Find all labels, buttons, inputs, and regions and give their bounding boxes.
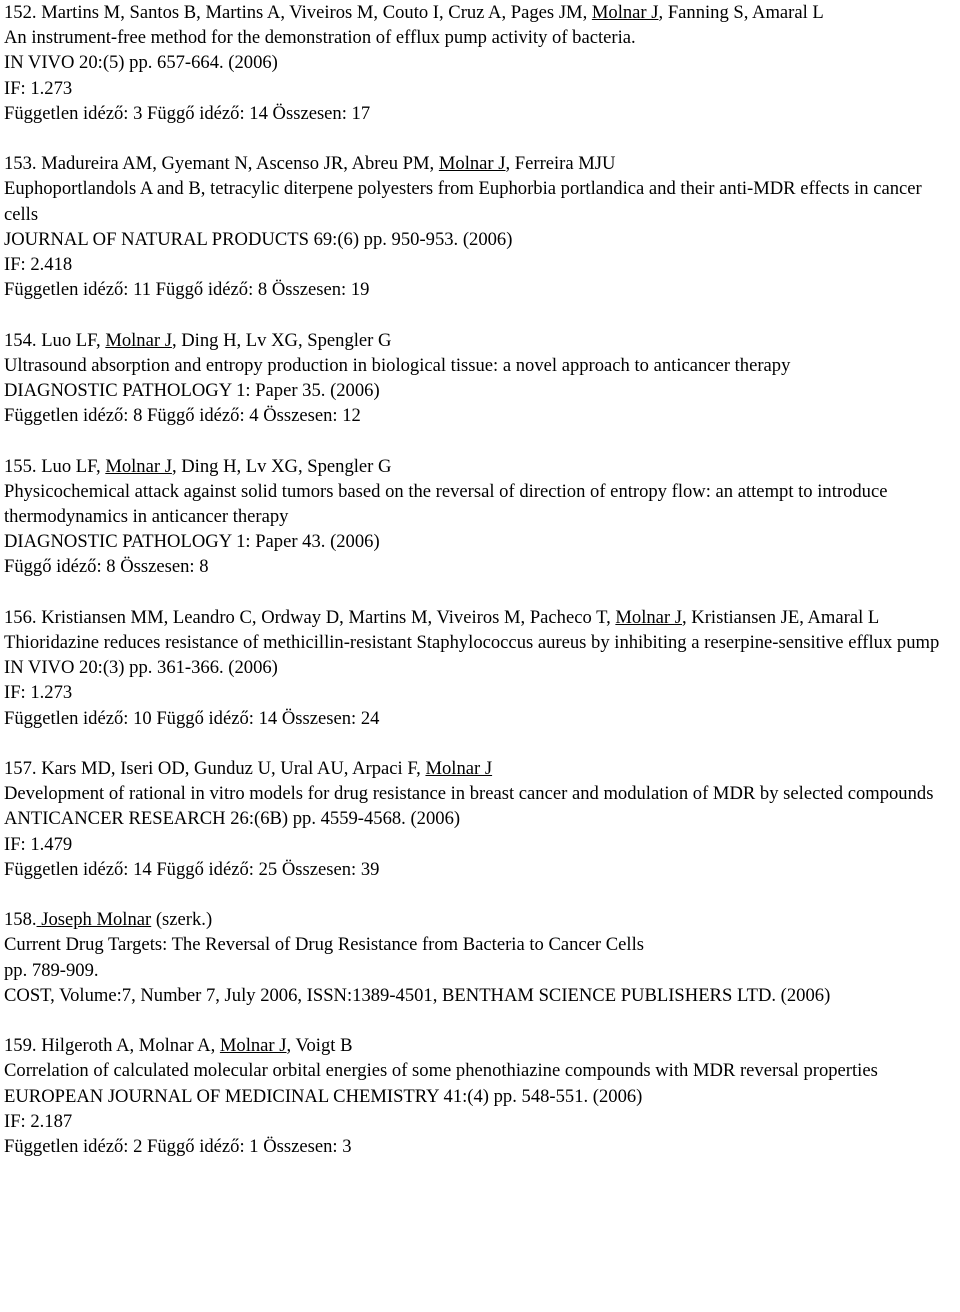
entry-authors: Martins M, Santos B, Martins A, Viveiros M, Couto I, Cruz A, Pages JM, xyxy=(36,2,592,23)
entry-number: 154. xyxy=(4,329,37,351)
entry-title: Physicochemical attack against solid tumors based on the reversal of direction of entropy flow: an attempt to introduce thermodynamics in anticancer therapy xyxy=(4,480,888,528)
entry-authors-line xyxy=(4,605,960,630)
entry-title: Development of rational in vitro models for drug resistance in breast cancer and modulation of MDR by selected compounds xyxy=(4,783,934,805)
entry-source: IN VIVO 20:(3) pp. 361-366. (2006) xyxy=(4,657,278,679)
entry-source: DIAGNOSTIC PATHOLOGY 1: Paper 35. (2006) xyxy=(4,380,380,402)
entry-source: JOURNAL OF NATURAL PRODUCTS 69:(6) pp. 950-953. (2006) xyxy=(4,228,513,250)
entry-citations: Független idéző: 3 Függő idéző: 14 Összesen: 17 xyxy=(4,102,371,124)
entry-authors: Hilgeroth A, Molnar A, xyxy=(36,1035,220,1057)
highlighted-author: Molnar J xyxy=(219,1035,287,1057)
publication-entry xyxy=(4,1033,960,1159)
entry-source: COST, Volume:7, Number 7, July 2006, ISSN:1389-4501, BENTHAM SCIENCE PUBLISHERS LTD. (2006) xyxy=(4,984,831,1006)
entry-authors: Madureira AM, Gyemant N, Ascenso JR, Abreu PM, xyxy=(36,153,439,175)
entry-authors-rest: , Voigt B xyxy=(286,1035,353,1057)
entry-citations: Független idéző: 11 Függő idéző: 8 Összesen: 19 xyxy=(4,279,370,301)
entry-title: Correlation of calculated molecular orbital energies of some phenothiazine compounds with MDR reversal properties xyxy=(4,1060,878,1082)
publication-entry xyxy=(4,605,960,731)
entry-number: 156. xyxy=(4,606,37,628)
highlighted-author: Joseph Molnar xyxy=(41,909,152,931)
entry-number: 155. xyxy=(4,455,37,477)
entry-number: 158. xyxy=(4,909,37,931)
entry-authors-line xyxy=(4,328,960,353)
entry-authors-line xyxy=(4,907,960,932)
entry-number: 153. xyxy=(4,153,37,175)
entry-source: DIAGNOSTIC PATHOLOGY 1: Paper 43. (2006) xyxy=(4,531,380,553)
entry-impact-factor: IF: 2.418 xyxy=(4,254,73,276)
entry-authors: Luo LF, xyxy=(36,455,106,477)
entry-source: IN VIVO 20:(5) pp. 657-664. (2006) xyxy=(4,52,278,74)
entry-authors-rest: , Ferreira MJU xyxy=(505,153,616,175)
highlighted-author: Molnar J xyxy=(438,153,506,175)
entry-source: EUROPEAN JOURNAL OF MEDICINAL CHEMISTRY 41:(4) pp. 548-551. (2006) xyxy=(4,1085,643,1107)
entry-authors-line xyxy=(4,0,960,25)
entry-impact-factor: IF: 1.479 xyxy=(4,833,73,855)
entry-citations: Független idéző: 8 Függő idéző: 4 Összesen: 12 xyxy=(4,405,361,427)
entry-authors-line xyxy=(4,756,960,781)
entry-authors-rest: , Ding H, Lv XG, Spengler G xyxy=(171,329,392,351)
entry-citations: Független idéző: 14 Függő idéző: 25 Összesen: 39 xyxy=(4,858,380,880)
publication-entry xyxy=(4,454,960,580)
entry-title: An instrument-free method for the demonstration of efflux pump activity of bacteria. xyxy=(4,27,636,49)
highlighted-author: Molnar J xyxy=(105,455,172,477)
entry-number: 152. xyxy=(4,2,37,23)
entry-title: Current Drug Targets: The Reversal of Drug Resistance from Bacteria to Cancer Cells xyxy=(4,934,644,956)
entry-authors: Luo LF, xyxy=(36,329,106,351)
entry-impact-factor: IF: 1.273 xyxy=(4,682,73,704)
highlighted-author: Molnar J xyxy=(425,758,493,780)
entry-impact-factor: IF: 2.187 xyxy=(4,1110,73,1132)
entry-source: ANTICANCER RESEARCH 26:(6B) pp. 4559-4568. (2006) xyxy=(4,808,461,830)
entry-title: Thioridazine reduces resistance of methicillin-resistant Staphylococcus aureus by inhibiting a reserpine-sensitive efflux pump xyxy=(4,632,940,654)
entry-pages: pp. 789-909. xyxy=(4,959,99,981)
entry-citations: Független idéző: 2 Függő idéző: 1 Összesen: 3 xyxy=(4,1136,352,1158)
entry-authors-rest: , Kristiansen JE, Amaral L xyxy=(682,606,880,628)
publication-list xyxy=(4,0,960,1184)
entry-authors-rest: , Fanning S, Amaral L xyxy=(658,2,824,23)
publication-entry xyxy=(4,0,960,126)
entry-impact-factor: IF: 1.273 xyxy=(4,77,73,99)
entry-authors-line xyxy=(4,1033,960,1058)
publication-entry xyxy=(4,151,960,302)
entry-authors-rest: (szerk.) xyxy=(151,909,213,931)
entry-authors: Kristiansen MM, Leandro C, Ordway D, Martins M, Viveiros M, Pacheco T, xyxy=(36,606,616,628)
entry-authors-line xyxy=(4,151,960,176)
highlighted-author: Molnar J xyxy=(591,2,659,23)
entry-authors: Kars MD, Iseri OD, Gunduz U, Ural AU, Arpaci F, xyxy=(36,758,426,780)
entry-number: 159. xyxy=(4,1035,37,1057)
publication-entry xyxy=(4,756,960,882)
entry-authors-rest: , Ding H, Lv XG, Spengler G xyxy=(171,455,392,477)
entry-citations: Független idéző: 10 Függő idéző: 14 Összesen: 24 xyxy=(4,707,380,729)
entry-number: 157. xyxy=(4,758,37,780)
publication-entry xyxy=(4,907,960,1008)
publication-entry xyxy=(4,328,960,429)
entry-title: Euphoportlandols A and B, tetracylic diterpene polyesters from Euphorbia portlandica and their anti-MDR effects in cancer cells xyxy=(4,178,922,225)
entry-title: Ultrasound absorption and entropy production in biological tissue: a novel approach to anticancer therapy xyxy=(4,354,791,376)
highlighted-author: Molnar J xyxy=(615,606,682,628)
entry-authors-line xyxy=(4,454,960,479)
highlighted-author: Molnar J xyxy=(105,329,172,351)
entry-citations: Függő idéző: 8 Összesen: 8 xyxy=(4,556,209,578)
